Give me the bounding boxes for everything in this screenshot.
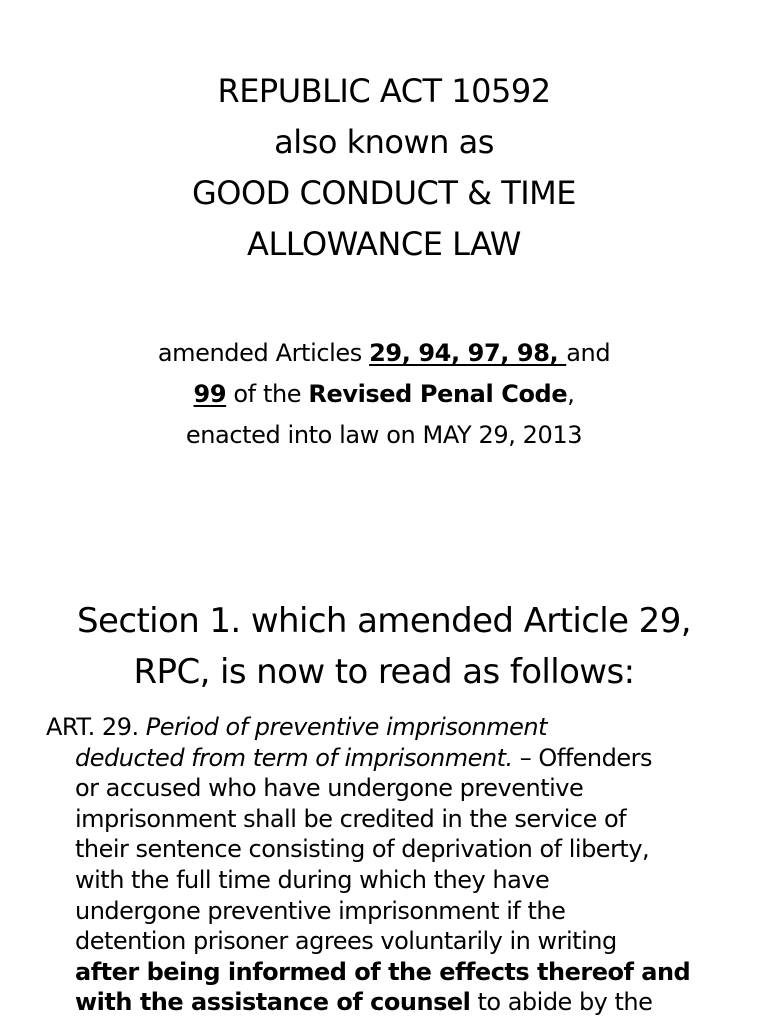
article-line-10-tail: to abide by the [470, 988, 653, 1017]
amendment-line-1 [0, 333, 768, 374]
title-line-3: GOOD CONDUCT & TIME [191, 174, 576, 212]
amended-article-99: 99 [193, 380, 227, 408]
article-line-5: their sentence consisting of deprivation of liberty, [75, 835, 650, 864]
amendment-line-2 [0, 374, 768, 415]
article-line-2 [46, 743, 746, 774]
section-heading [0, 596, 768, 698]
amendment-of-the: of the [226, 380, 309, 408]
article-bold-1: after being informed of the effects thereof and [75, 957, 691, 986]
section-line-2: RPC, is now to read as follows: [133, 652, 635, 692]
article-dash-text: – Offenders [512, 743, 653, 772]
amendment-and: and [566, 339, 611, 367]
article-heading-2: deducted from term of imprisonment. [75, 743, 513, 772]
article-line-8: detention prisoner agrees voluntarily in writing [75, 927, 617, 956]
article-heading-1: Period of preventive imprisonment [145, 713, 548, 741]
article-29-text [46, 712, 746, 1018]
article-label: ART. 29. [46, 713, 146, 741]
article-line-1 [46, 712, 746, 743]
article-line-6: with the full time during which they have [75, 865, 550, 894]
title-line-2: also known as [274, 123, 494, 161]
title-line-1: REPUBLIC ACT 10592 [217, 72, 551, 110]
amendment-summary [0, 333, 768, 456]
article-line-3: or accused who have undergone preventive [75, 774, 584, 803]
code-name: Revised Penal Code [308, 380, 568, 408]
article-line-4: imprisonment shall be credited in the service of [75, 804, 627, 833]
article-line-10 [46, 987, 746, 1018]
article-line-9 [46, 957, 746, 988]
amendment-prefix: amended Articles [157, 339, 370, 367]
amendment-comma: , [567, 380, 575, 408]
section-line-1: Section 1. which amended Article 29, [77, 601, 691, 641]
title-line-4: ALLOWANCE LAW [247, 225, 521, 263]
amended-articles: 29, 94, 97, 98, [369, 339, 567, 367]
enactment-date: enacted into law on MAY 29, 2013 [185, 421, 583, 449]
article-bold-2: with the assistance of counsel [75, 988, 471, 1017]
document-title [0, 66, 768, 270]
article-line-7: undergone preventive imprisonment if the [75, 896, 566, 925]
